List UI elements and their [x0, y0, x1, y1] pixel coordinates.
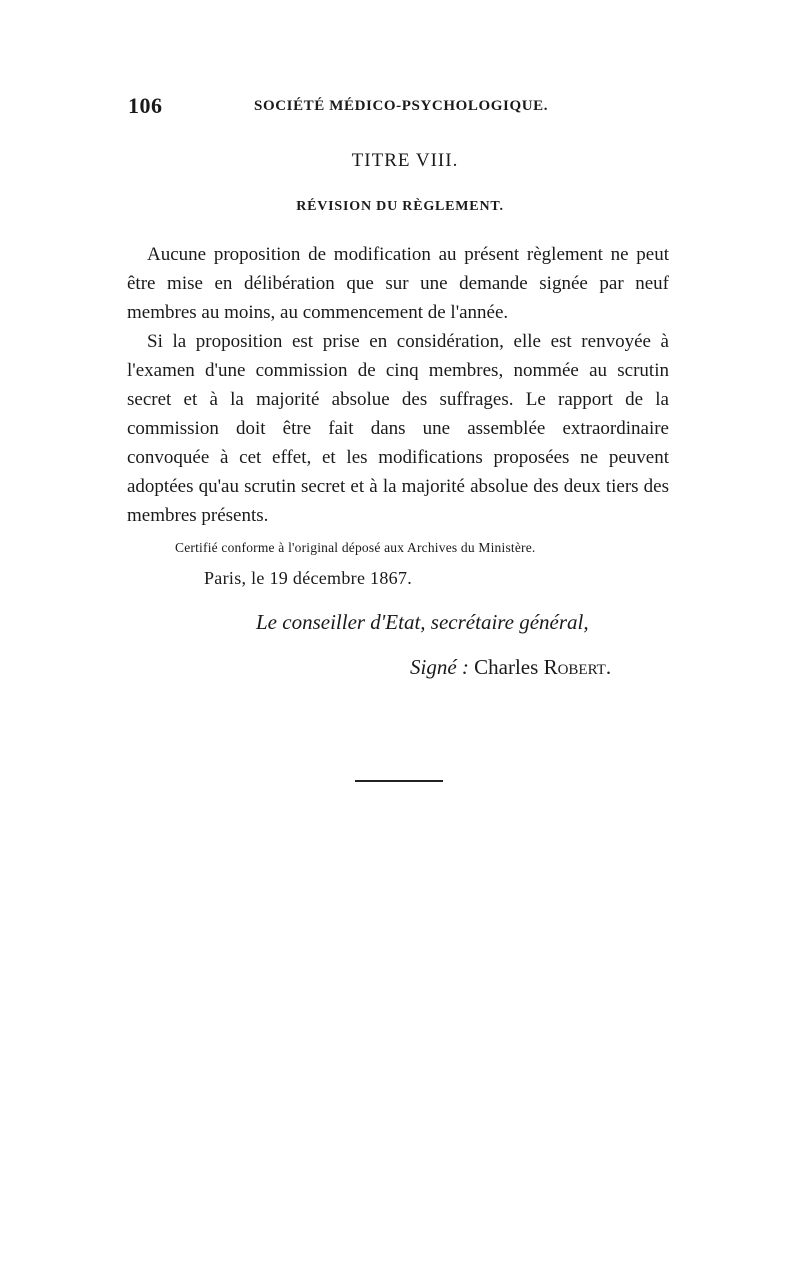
signature-line — [410, 655, 611, 680]
section-subtitle: RÉVISION DU RÈGLEMENT. — [296, 199, 504, 214]
date-line: Paris, le 19 décembre 1867. — [204, 568, 413, 588]
official-title: Le conseiller d'Etat, secrétaire général, — [256, 610, 589, 634]
body-text — [127, 240, 669, 530]
paragraph-2: Si la proposition est prise en considération, elle est renvoyée à l'examen d'une commission de cinq membres, nommée au scrutin secret et à la majorité absolue des suffrages. Le rapport de la commission doit être fait dans une assemblée extraordinaire convoquée à cet effet, et les modifications proposées ne peuvent adoptées qu'au scrutin secret et à la majorité absolue des deux tiers des membres présents. — [127, 331, 669, 526]
end-rule-divider — [355, 780, 443, 782]
running-head: SOCIÉTÉ MÉDICO-PSYCHOLOGIQUE. — [254, 98, 549, 114]
page-header — [128, 93, 668, 123]
page-number: 106 — [128, 93, 163, 118]
certification-note: Certifié conforme à l'original déposé aux Archives du Ministère. — [175, 540, 536, 555]
signatory-first-name: Charles — [474, 655, 539, 679]
paragraph-1: Aucune proposition de modification au présent règlement ne peut être mise en délibération que sur une demande signée par neuf membres au moins, au commencement de l'année. — [127, 244, 669, 323]
signed-label: Signé : — [410, 655, 469, 679]
section-title: TITRE VIII. — [351, 150, 459, 171]
signatory-last-name: Robert. — [543, 655, 612, 679]
